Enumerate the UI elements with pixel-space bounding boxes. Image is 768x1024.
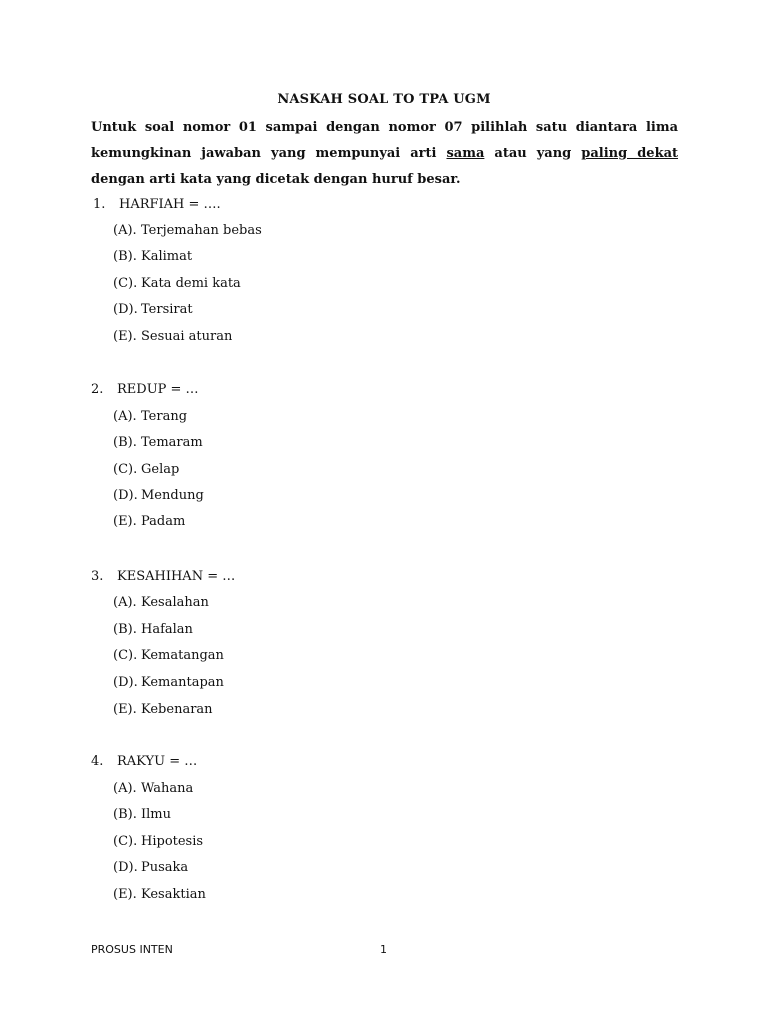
option-text: Terang <box>141 409 188 424</box>
option-text: Hipotesis <box>141 834 204 849</box>
option-letter: (B). <box>113 622 137 637</box>
option-text: Kalimat <box>141 249 193 264</box>
option-d <box>113 297 193 323</box>
instructions-text-1: Untuk soal nomor 01 sampai dengan nomor 07 pilihlah satu diantara lima kemungkinan jawaban yang mempunyai arti <box>91 120 678 161</box>
option-letter: (A). <box>113 223 137 238</box>
option-text: Hafalan <box>141 622 193 637</box>
option-a <box>113 404 187 430</box>
option-text: Kebenaran <box>141 702 213 717</box>
footer-publisher: PROSUS INTEN <box>91 943 173 956</box>
option-letter: (A). <box>113 595 137 610</box>
option-text: Terjemahan bebas <box>141 223 262 238</box>
option-text: Kesalahan <box>141 595 209 610</box>
option-b <box>113 617 193 643</box>
option-text: Gelap <box>141 462 180 477</box>
option-text: Tersirat <box>141 302 193 317</box>
option-a <box>113 218 262 244</box>
question-number: 4. <box>91 754 104 769</box>
document-title: NASKAH SOAL TO TPA UGM <box>277 92 491 107</box>
option-letter: (E). <box>113 702 137 717</box>
option-text: Temaram <box>141 435 203 450</box>
instructions-text-3: dengan arti kata yang dicetak dengan huruf besar. <box>91 172 461 187</box>
option-letter: (E). <box>113 887 137 902</box>
option-text: Padam <box>141 514 186 529</box>
option-a <box>113 776 193 802</box>
question-number: 1. <box>93 197 106 212</box>
option-letter: (A). <box>113 781 137 796</box>
option-e <box>113 697 213 723</box>
question-text: RAKYU = … <box>117 754 198 769</box>
option-e <box>113 882 206 908</box>
option-text: Wahana <box>141 781 194 796</box>
option-letter: (D). <box>113 488 138 503</box>
option-letter: (D). <box>113 860 138 875</box>
option-c <box>113 829 203 855</box>
question-text: KESAHIHAN = … <box>117 569 236 584</box>
option-d <box>113 855 188 881</box>
instructions-paragraph <box>91 115 678 193</box>
option-a <box>113 590 209 616</box>
option-b <box>113 802 171 828</box>
underlined-word-sama: sama <box>446 146 485 161</box>
question-number: 3. <box>91 569 104 584</box>
option-letter: (E). <box>113 514 137 529</box>
option-text: Kesaktian <box>141 887 206 902</box>
option-text: Sesuai aturan <box>141 329 233 344</box>
option-letter: (E). <box>113 329 137 344</box>
option-letter: (D). <box>113 675 138 690</box>
option-text: Mendung <box>141 488 204 503</box>
option-e <box>113 324 232 350</box>
option-text: Kata demi kata <box>141 276 241 291</box>
option-text: Kematangan <box>141 648 224 663</box>
option-letter: (A). <box>113 409 137 424</box>
option-text: Ilmu <box>141 807 171 822</box>
question-text: REDUP = … <box>117 382 199 397</box>
option-letter: (C). <box>113 834 138 849</box>
option-letter: (B). <box>113 249 137 264</box>
option-e <box>113 509 185 535</box>
option-letter: (D). <box>113 302 138 317</box>
question-number: 2. <box>91 382 104 397</box>
option-b <box>113 244 192 270</box>
page-number: 1 <box>380 943 387 956</box>
option-b <box>113 430 203 456</box>
option-c <box>113 457 179 483</box>
question-stem <box>91 377 199 403</box>
option-c <box>113 271 241 297</box>
option-text: Pusaka <box>141 860 189 875</box>
option-d <box>113 483 204 509</box>
option-letter: (B). <box>113 435 137 450</box>
option-text: Kemantapan <box>141 675 224 690</box>
question-text: HARFIAH = …. <box>119 197 221 212</box>
question-stem <box>93 192 221 218</box>
option-letter: (C). <box>113 462 138 477</box>
option-d <box>113 670 224 696</box>
instructions-text-2: atau yang <box>484 146 582 161</box>
option-c <box>113 643 224 669</box>
option-letter: (B). <box>113 807 137 822</box>
underlined-phrase-paling-dekat: paling dekat <box>581 146 679 161</box>
question-stem <box>91 749 197 775</box>
option-letter: (C). <box>113 276 138 291</box>
option-letter: (C). <box>113 648 138 663</box>
question-stem <box>91 564 235 590</box>
